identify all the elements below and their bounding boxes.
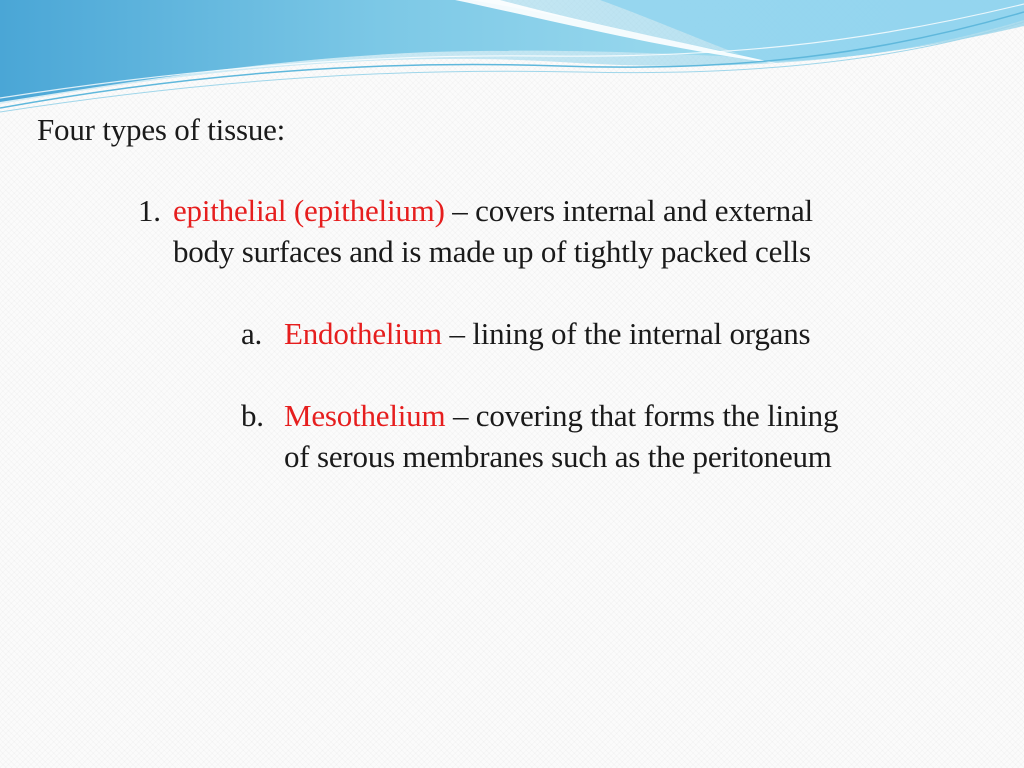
list-item-1-line-1	[138, 191, 813, 231]
subitem-b-definition-line-1: – covering that forms the lining	[445, 398, 839, 433]
list-subitem-b-line-1	[241, 396, 838, 436]
slide-heading	[37, 110, 285, 150]
subitem-a-term: Endothelium	[284, 316, 442, 351]
heading-text: Four types of tissue:	[37, 112, 286, 147]
subitem-b-term: Mesothelium	[284, 398, 446, 433]
item-1-term: epithelial (epithelium)	[173, 193, 445, 228]
subitem-b-definition-line-2: of serous membranes such as the peritoneum	[284, 439, 832, 474]
subitem-b-letter: b.	[241, 398, 264, 433]
subitem-a-letter: a.	[241, 316, 263, 351]
item-1-number: 1.	[138, 193, 161, 228]
list-item-1-line-2	[173, 232, 811, 272]
item-1-definition-line-2: body surfaces and is made up of tightly packed cells	[173, 234, 811, 269]
subitem-a-definition: – lining of the internal organs	[441, 316, 811, 351]
list-subitem-a	[241, 314, 810, 354]
list-subitem-b-line-2	[284, 437, 832, 477]
item-1-definition-line-1: – covers internal and external	[444, 193, 813, 228]
